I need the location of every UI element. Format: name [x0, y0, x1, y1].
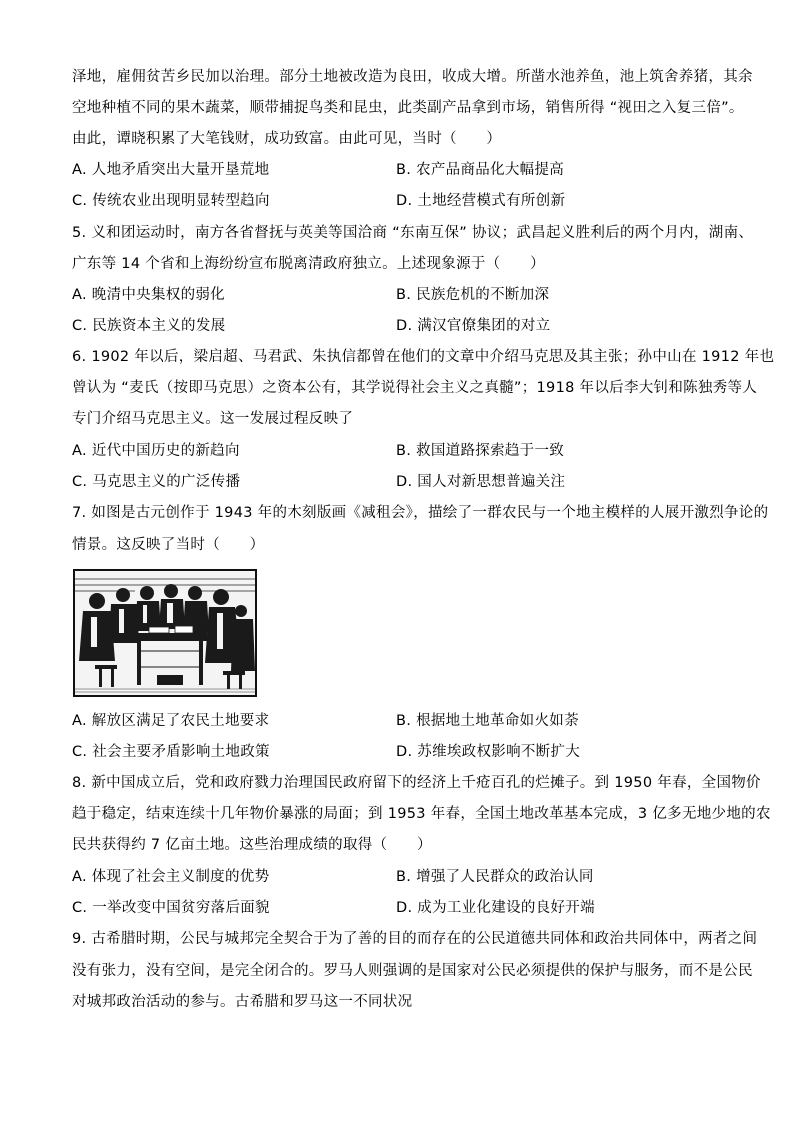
q6-option-b[interactable]: B. 救国道路探索趋于一致 — [396, 443, 565, 459]
q8-option-b[interactable]: B. 增强了人民群众的政治认同 — [396, 869, 594, 885]
q5-stem-line-1: 5. 义和团运动时，南方各省督抚与英美等国洽商 “东南互保” 协议；武昌起义胜利后的两个月内，湖南、 — [72, 225, 754, 241]
q8-option-d[interactable]: D. 成为工业化建设的良好开端 — [396, 900, 595, 916]
q7-stem-line-2: 情景。这反映了当时（ ） — [72, 537, 265, 553]
q7-stem-line-1: 7. 如图是古元创作于 1943 年的木刻版画《减租会》，描绘了一群农民与一个地主模样的人展开激烈争论的 — [72, 505, 769, 521]
q4-stem-line-3: 由此，谭晓积累了大笔钱财，成功致富。由此可见，当时（ ） — [72, 131, 502, 147]
q7-option-a[interactable]: A. 解放区满足了农民土地要求 — [72, 713, 270, 729]
q8-option-c[interactable]: C. 一举改变中国贫穷落后面貌 — [72, 900, 270, 916]
q9-stem-line-1: 9. 古希腊时期，公民与城邦完全契合于为了善的目的而存在的公民道德共同体和政治共同体中，两者之间 — [72, 931, 758, 947]
q9-stem-line-3: 对城邦政治活动的参与。古希腊和罗马这一不同状况 — [72, 994, 413, 1010]
q8-stem-line-2: 趋于稳定，结束连续十几年物价暴涨的局面；到 1953 年春，全国土地改革基本完成，3 亿多无地少地的农 — [72, 806, 771, 822]
q6-stem-line-1: 6. 1902 年以后，梁启超、马君武、朱执信都曾在他们的文章中介绍马克思及其主张；孙中山在 1912 年也 — [72, 349, 775, 365]
q7-option-c[interactable]: C. 社会主要矛盾影响土地政策 — [72, 744, 270, 760]
q8-option-a[interactable]: A. 体现了社会主义制度的优势 — [72, 869, 270, 885]
q4-stem-line-2: 空地种植不同的果木蔬菜，顺带捕捉鸟类和昆虫，此类副产品拿到市场，销售所得 “视田之入复三倍”。 — [72, 100, 744, 116]
q5-option-b[interactable]: B. 民族危机的不断加深 — [396, 287, 550, 303]
q9-stem-line-2: 没有张力，没有空间，是完全闭合的。罗马人则强调的是国家对公民必须提供的保护与服务，而不是公民 — [72, 963, 753, 979]
q8-stem-line-1: 8. 新中国成立后，党和政府戮力治理国民政府留下的经济上千疮百孔的烂摊子。到 1950 年春，全国物价 — [72, 775, 761, 791]
q5-option-a[interactable]: A. 晚清中央集权的弱化 — [72, 287, 225, 303]
q6-option-c[interactable]: C. 马克思主义的广泛传播 — [72, 474, 241, 490]
q6-option-d[interactable]: D. 国人对新思想普遍关注 — [396, 474, 566, 490]
woodcut-print-image — [73, 569, 257, 697]
q6-stem-line-3: 专门介绍马克思主义。这一发展过程反映了 — [72, 411, 354, 427]
q5-option-c[interactable]: C. 民族资本主义的发展 — [72, 318, 226, 334]
q5-stem-line-2: 广东等 14 个省和上海纷纷宣布脱离清政府独立。上述现象源于（ ） — [72, 256, 545, 272]
q4-option-a[interactable]: A. 人地矛盾突出大量开垦荒地 — [72, 162, 270, 178]
q4-option-c[interactable]: C. 传统农业出现明显转型趋向 — [72, 193, 270, 209]
q4-option-b[interactable]: B. 农产品商品化大幅提高 — [396, 162, 565, 178]
q4-stem-line-1: 泽地，雇佣贫苦乡民加以治理。部分土地被改造为良田，收成大增。所凿水池养鱼，池上筑舍养猪，其余 — [72, 69, 753, 85]
q6-stem-line-2: 曾认为 “麦氏（按即马克思）之资本公有，其学说得社会主义之真髓”；1918 年以后李大钊和陈独秀等人 — [72, 380, 758, 396]
woodcut-illustration — [75, 571, 255, 695]
q7-option-d[interactable]: D. 苏维埃政权影响不断扩大 — [396, 744, 581, 760]
q6-option-a[interactable]: A. 近代中国历史的新趋向 — [72, 443, 240, 459]
q8-stem-line-3: 民共获得约 7 亿亩土地。这些治理成绩的取得（ ） — [72, 837, 432, 853]
q4-option-d[interactable]: D. 土地经营模式有所创新 — [396, 193, 566, 209]
q7-option-b[interactable]: B. 根据地土地革命如火如荼 — [396, 713, 579, 729]
q5-option-d[interactable]: D. 满汉官僚集团的对立 — [396, 318, 551, 334]
